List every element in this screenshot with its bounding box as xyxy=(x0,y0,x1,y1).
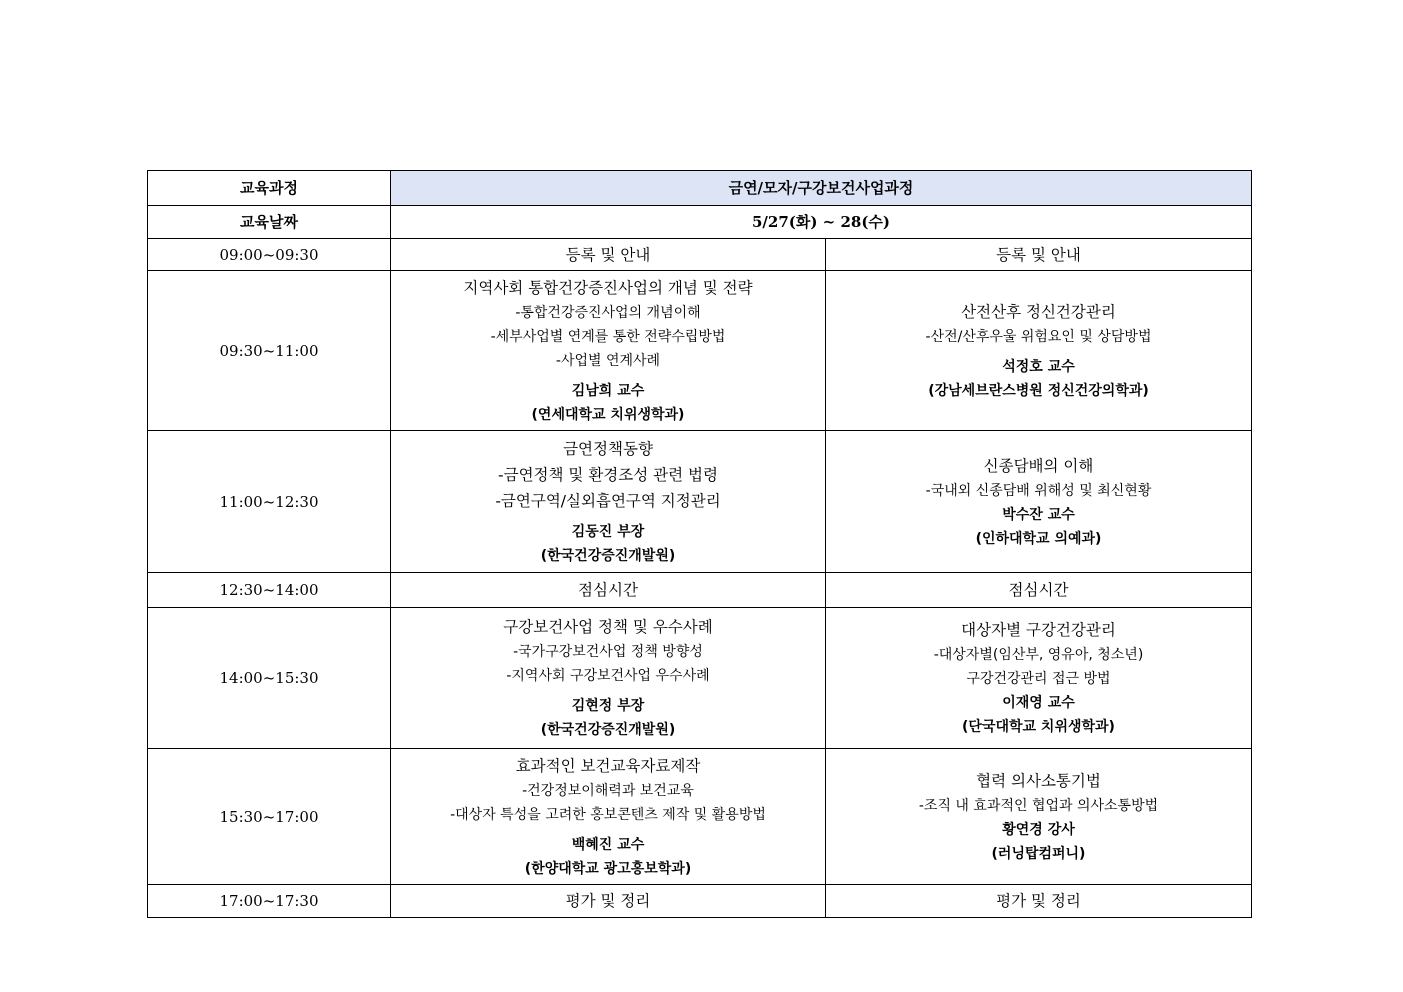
speaker-affiliation: (강남세브란스병원 정신건강의학과) xyxy=(928,382,1149,399)
session-text: 등록 및 안내 xyxy=(996,245,1081,264)
time-cell: 14:00~15:30 xyxy=(148,608,391,749)
speaker-affiliation: (러닝탑컴퍼니) xyxy=(991,845,1086,862)
speaker-affiliation: (한국건강증진개발원) xyxy=(540,722,676,738)
table-row xyxy=(148,239,1252,271)
speaker-affiliation: (연세대학교 치위생학과) xyxy=(531,406,685,423)
speaker-affiliation: (한양대학교 광고홍보학과) xyxy=(524,860,692,877)
session-cell-day1 xyxy=(391,573,826,608)
session-text: 평가 및 정리 xyxy=(996,892,1081,910)
speaker-name: 김현정 부장 xyxy=(571,698,645,714)
session-item: -금연정책 및 환경조성 관련 법령 xyxy=(498,465,718,484)
time-cell: 12:30~14:00 xyxy=(148,573,391,608)
session-text: 점심시간 xyxy=(578,581,638,599)
speaker-name: 김동진 부장 xyxy=(571,523,645,540)
session-title: 금연정책동향 xyxy=(563,439,653,458)
table-row xyxy=(148,271,1252,431)
session-cell-day1 xyxy=(391,431,826,573)
session-title: 효과적인 보건교육자료제작 xyxy=(515,756,701,775)
speaker-name: 백혜진 교수 xyxy=(571,836,645,853)
session-title: 산전산후 정신건강관리 xyxy=(961,302,1116,321)
course-title: 금연/모자/구강보건사업과정 xyxy=(391,171,1252,206)
table-row xyxy=(148,885,1252,918)
session-cell-day2 xyxy=(826,271,1252,431)
speaker-name: 박수잔 교수 xyxy=(1002,506,1075,523)
table-row xyxy=(148,608,1252,749)
speaker-affiliation: (한국건강증진개발원) xyxy=(540,547,676,564)
session-item: -국내외 신종담배 위해성 및 최신현황 xyxy=(925,482,1152,499)
session-item: -사업별 연계사례 xyxy=(555,352,661,369)
session-cell-day1 xyxy=(391,885,826,918)
speaker-name: 김남희 교수 xyxy=(571,382,645,399)
session-cell-day1 xyxy=(391,749,826,885)
time-cell: 09:30~11:00 xyxy=(148,271,391,431)
date-value: 5/27(화) ~ 28(수) xyxy=(391,206,1252,239)
session-item: 구강건강관리 접근 방법 xyxy=(966,671,1111,687)
session-item: -조직 내 효과적인 협업과 의사소통방법 xyxy=(918,797,1159,814)
speaker-name: 석정호 교수 xyxy=(1002,358,1075,375)
session-title: 대상자별 구강건강관리 xyxy=(961,621,1116,639)
schedule-table xyxy=(147,170,1252,918)
session-item: -금연구역/실외흡연구역 지정관리 xyxy=(495,491,721,510)
session-item: -대상자별(임산부, 영유아, 청소년) xyxy=(933,647,1144,663)
session-item: -국가구강보건사업 정책 방향성 xyxy=(513,644,703,660)
session-cell-day2 xyxy=(826,885,1252,918)
time-cell: 17:00~17:30 xyxy=(148,885,391,918)
session-cell-day2 xyxy=(826,608,1252,749)
session-text: 등록 및 안내 xyxy=(565,245,651,264)
session-item: -지역사회 구강보건사업 우수사례 xyxy=(506,668,710,684)
session-cell-day2 xyxy=(826,573,1252,608)
speaker-name: 황연경 강사 xyxy=(1002,821,1075,838)
session-title: 구강보건사업 정책 및 우수사례 xyxy=(503,618,713,636)
session-item: -통합건강증진사업의 개념이해 xyxy=(515,304,701,321)
table-row xyxy=(148,431,1252,573)
speaker-name: 이재영 교수 xyxy=(1002,695,1075,711)
date-label: 교육날짜 xyxy=(148,206,391,239)
session-title: 신종담배의 이해 xyxy=(983,456,1094,475)
session-text: 점심시간 xyxy=(1008,581,1069,599)
session-item: -세부사업별 연계를 통한 전략수립방법 xyxy=(490,328,726,345)
session-item: -산전/산후우울 위험요인 및 상담방법 xyxy=(925,328,1152,345)
time-cell: 15:30~17:00 xyxy=(148,749,391,885)
time-cell: 11:00~12:30 xyxy=(148,431,391,573)
course-row xyxy=(148,171,1252,206)
session-cell-day2 xyxy=(826,749,1252,885)
session-cell-day2 xyxy=(826,431,1252,573)
session-cell-day1 xyxy=(391,239,826,271)
session-cell-day2 xyxy=(826,239,1252,271)
speaker-affiliation: (단국대학교 치위생학과) xyxy=(962,719,1115,735)
session-text: 평가 및 정리 xyxy=(565,892,651,910)
speaker-affiliation: (인하대학교 의예과) xyxy=(975,530,1102,547)
session-title: 협력 의사소통기법 xyxy=(976,771,1101,790)
table-row xyxy=(148,749,1252,885)
session-title: 지역사회 통합건강증진사업의 개념 및 전략 xyxy=(463,278,753,297)
table-row xyxy=(148,573,1252,608)
course-label: 교육과정 xyxy=(148,171,391,206)
session-cell-day1 xyxy=(391,271,826,431)
session-cell-day1 xyxy=(391,608,826,749)
time-cell: 09:00~09:30 xyxy=(148,239,391,271)
session-item: -대상자 특성을 고려한 홍보콘텐츠 제작 및 활용방법 xyxy=(450,806,766,823)
session-item: -건강정보이해력과 보건교육 xyxy=(522,782,694,799)
date-row xyxy=(148,206,1252,239)
